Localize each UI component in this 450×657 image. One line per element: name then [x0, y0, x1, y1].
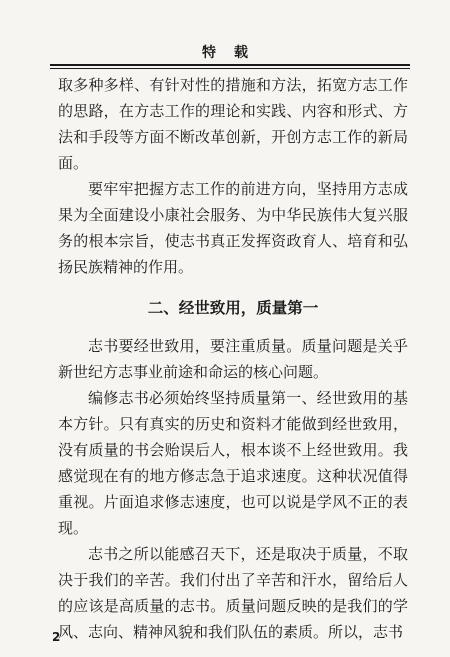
body-text [58, 72, 408, 645]
paragraph-5: 志书之所以能感召天下，还是取决于质量，不取决于我们的辛苦。我们付出了辛苦和汗水，留给后人的应该是高质量的志书。质量问题反映的是我们的学风、志向、精神风貌和我们队伍的素质。所以，志书 [58, 545, 408, 641]
header-rule-thin [50, 68, 410, 69]
paragraph-3: 志书要经世致用，要注重质量。质量问题是关乎新世纪方志事业前途和命运的核心问题。 [58, 337, 408, 381]
paragraph-1: 取多种多样、有针对性的措施和方法，拓宽方志工作的思路，在方志工作的理论和实践、内容和形式、方法和手段等方面不断改革创新，开创方志工作的新局面。 [58, 76, 408, 172]
section-heading: 二、经世致用，质量第一 [147, 298, 319, 317]
header-rule-thick [50, 64, 410, 66]
running-header-title: 特载 [202, 45, 266, 61]
paragraph-4: 编修志书必须始终坚持质量第一、经世致用的基本方针。只有真实的历史和资料才能做到经世致用，没有质量的书会贻误后人，根本谈不上经世致用。我感觉现在有的地方修志急于追求速度。这种状况值得重视。片面追求修志速度，也可以说是学风不正的表现。 [58, 389, 408, 537]
page-number: 2 [52, 630, 61, 644]
paragraph-2: 要牢牢把握方志工作的前进方向，坚持用方志成果为全面建设小康社会服务、为中华民族伟大复兴服务的根本宗旨，使志书真正发挥资政育人、培育和弘扬民族精神的作用。 [58, 180, 408, 276]
